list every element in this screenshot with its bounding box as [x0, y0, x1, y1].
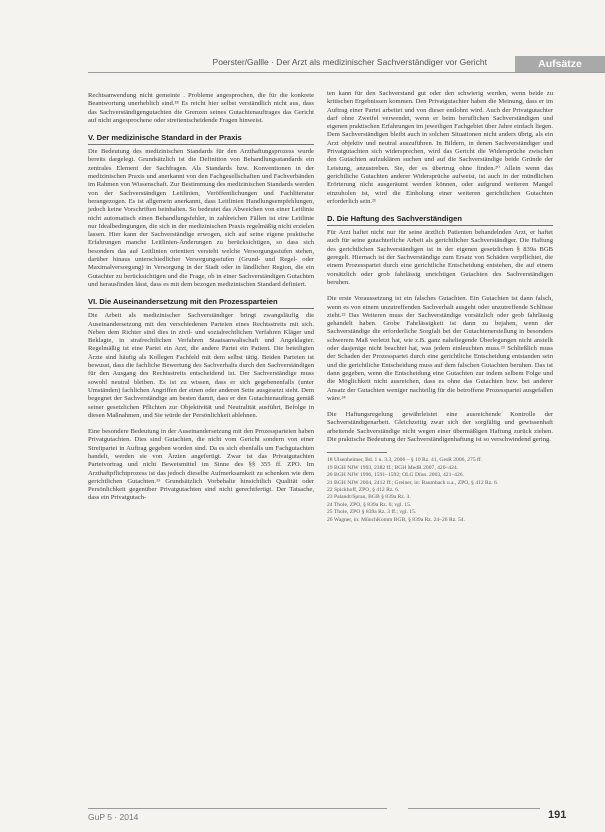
footnote-rule	[327, 452, 387, 453]
section-v-heading: V. Der medizinische Standard in der Praxis	[88, 133, 242, 143]
section-vi-rule	[88, 308, 314, 309]
page-number: 191	[548, 809, 567, 821]
section-d-rule	[327, 225, 553, 226]
footnote: 22 Spickhoff, ZPO, § 412 Rz. 6.	[327, 486, 400, 493]
left-column	[88, 92, 314, 511]
page-header	[88, 56, 605, 73]
section-v-rule	[88, 144, 314, 145]
right-paragraph-3: Die Haftungsregelung gewährleistet eine ausreichende Kontrolle der Sachverständigenarbeit. Gleichzeitig zwar sich der sorgfältig und gewissenhaft arbeitende Sachverständige nicht wegen einer übermäßigen Haftung zurück ziehen. Die praktische Bedeutung der Sachverständigenhaftung ist so verschwindend gering.	[327, 411, 553, 443]
footnote: 21 BGH NJW 2004, 2412 ff.; Greiner, in: Baumbach u.a., ZPO, § 412 Rz. 6.	[327, 479, 499, 486]
section-vi-paragraph: Die Arbeit als medizinischer Sachverständiger bringt zwangsläufig die Auseinandersetzung mit den verschiedenen Parteien eines Rechtsstreits mit sich. Neben dem Richter sind dies in zivil- und sozialrechtlichen Verfahren Kläger und Beklagte, in strafrechtlichen Verfahren Staatsanwaltschaft und Angeklagter. Regelmäßig ist eine Partei ein Arzt, die andere Partei ein Patient. Die beteiligten Ärzte sind häufig als Kollegen Fachfeld mit dem selbst tätig. Beiden Parteien ist bewusst, dass die fachliche Bewertung des Sachverhalts durch den Sachverständigen für den Ausgang des Rechtsstreits entscheidend ist. Der Sachverständige muss sowohl neutral bleiben. Es ist zu wissen, dass er sich gegebenenfalls (unter Umständen) fachlichen Angriffen der einen oder anderen Seite ausgesetzt sieht. Dem begegnet der Sachverständige am besten damit, dass er den Gutachtenauftrag gemäß seiner gesetzlichen Pflichten zur Objektivität und Neutralität ausführt, Befolge in diesen Maßnahmen, und Sie würde der Persönlichkeit ablehnen.	[88, 312, 314, 419]
footer-rule-left	[88, 808, 387, 809]
footnote: 19 BGH NJW 1993, 2382 ff.; BGH MedR 2007, 420–424.	[327, 464, 459, 471]
footnote: 26 Wagner, in: MünchKomm BGB, § 839a Rz. 24–26 Rz. 54.	[327, 516, 465, 523]
footer-rule-right	[408, 808, 540, 809]
right-paragraph-2: Die erste Voraussetzung ist ein falsches Gutachten. Ein Gutachten ist dann falsch, wenn es von einem unzutreffenden Sachverhalt ausgeht oder unzutreffende Schlüsse zieht.²² Das Weiteren muss der Sachverständige vorsätzlich oder grob fahrlässig gehandelt haben. Grobe Fahrlässigkeit ist dann zu bejahen, wenn der Sachverständige die erforderliche Sorgfalt bei der Gutachtenerstellung in besonders schwerem Maß verletzt hat, wie z.B. ganz naheliegende Überlegungen nicht anstellt oder dasjenige nicht beachtet hat, was jedem einleuchten muss.²³ Schließlich muss der Schaden der Prozesspartei durch eine gerichtliche Entscheidung entstanden sein und die gerichtliche Entscheidung muss auf dem falschen Gutachten beruhen. Das ist dann gegeben, wenn die Entscheidung eine Gutachten zur indem selbem Folge und die Möglichkeit nicht ausreichen, dass es ohne das Gutachten bzw. bei anderer Ansatz der Gutachten weniger nachteilig für die betroffene Prozesspartei ausgefallen wäre.²⁴	[327, 295, 553, 402]
section-d-heading: D. Die Haftung des Sachverständigen	[327, 214, 463, 224]
left-intro-paragraph: Rechtsanwendung nicht gemeinte . Probleme angesprochen, die für die konkrete Beantwortung unerheblich sind.¹⁸ Es reicht hier selbst verständlich nicht aus, dass das Sachverständigengutachten die Grenzen seines Gutachtenauftrages das Gericht auf nicht angesprochene oder streitentscheidende Fragen hinweist.	[88, 92, 314, 124]
footnote: 18 Ulsenheimer, Bd. 1 u. 3.3, 2006 – § 10 Rz. 41, GesR 2006, 275 ff.	[327, 457, 483, 464]
footnote: 23 Palandt/Sprau, BGB § 839a Rz. 3.	[327, 494, 411, 501]
footnote: 25 Thole, ZPO § 839a Rz. 3 ff.; vgl. 15.	[327, 509, 417, 516]
left-closing-paragraph: Eine besondere Bedeutung in der Auseinandersetzung mit den Prozessparteien haben Privatgutachten. Dies sind Gutachten, die nicht vom Gericht sondern von einer Streitpartei in Auftrag gegeben worden sind. Da es sich ebenfalls um Fachgutachten handelt, werden sie von Ärzten angefertigt. Zwar ist das Privatgutachten Parteivortrag und nicht Beweismittel im Sinne des §§ 355 ff. ZPO. Im Arzthaftpflichtprozess ist das jedoch dieselbe Aufmerksamkeit zu schenken wie dem gerichtlichen Gutachten.¹⁹ Grundsätzlich Vorbehalte hinsichtlich Qualität oder Persönlichkeit gegenüber Privatgutachten sind nicht gerechtfertigt. Der Tatsache, dass ein Privatgutach-	[88, 428, 314, 502]
running-title: Poerster/Gallle · Der Arzt als medizinischer Sachverständiger vor Gericht	[212, 57, 487, 67]
section-d-paragraph: Für Arzt haftet nicht nur für seine ärztlich Patienten behandelnden Arzt, er haftet auch für seine gutachterliche Arbeit als gerichtlicher Sachverständiger. Die Haftung des gerichtlichen Sachverständigen ist in der eigenen gesetzlichen § 839a BGB geregelt. Hiernach ist der Sachverständige zum Ersatz von Schäden verpflichtet, die einem Prozesspartei durch eine gerichtliche Entscheidung entstehen, die auf einem vorsätzlich oder grob fahrlässig unrichtigen Gutachten des Sachverständigen beruhen.	[327, 229, 553, 286]
section-v-paragraph: Die Bedeutung des medizinischen Standards für den Arzthaftungsprozess wurde bereits dargelegt. Grundsätzlich ist die Definition von Behandlungsstandards ein zentrales Element der Sachfragen. Als Standards bzw. Konventionen in der medizinischen Praxis und anerkannt von den Fachgesellschaften und Fachverbänden im Rahmen von Wissenschaft. Zur Bestimmung des medizinischen Standards werden von der Sachverständigen Leitlinien, Veröffentlichungen und Fachliteratur herangezogen. Es ist allgemein anerkannt, dass Leitlinien Handlungsempfehlungen, jedoch keine Vorschriften beinhalten. So bedeutet das Abweichen von einer Leitlinie nicht automatisch einen Behandlungsfehler, in zahlreichen Fällen ist eine Leitlinie nur Idealbedingungen, die sich in der medizinischen Praxis regelmäßig nicht erzielen lassen. Hier kann der Sachverständige erwogen, sich auf seine eigene praktische Erfahrungen manche Leitlinien-Änderungen zu berücksichtigen, so dass sich besonders das auf Leitlinien orientiert versteht welche Versorgungsstufen stehen, darüber hinaus unterschiedlicher Versorgungsstufen (Grund- und Regel- oder Maximalversorgung) in Versorgung in der Stadt oder in ländlicher Region, die ein Gutachter zu berücksichtigen und die Frage, ob in einer Sachverständigen Gutachten und herausfinden lässt, dass es mit dem bezogen medizinischen Standard definiert.	[88, 148, 314, 288]
section-vi-heading: VI. Die Auseinandersetzung mit den Prozessparteien	[88, 297, 278, 307]
right-column	[327, 90, 553, 524]
journal-issue: GuP 5 · 2014	[88, 812, 139, 822]
right-intro-paragraph: ten kann für den Sachverstand gut oder den schwierig werden, wenn beide zu kritischen Ergebnissen kommen. Den Privatgutachter haben die Meinung, dass er im Auftrag einer Partei arbeitet und von dieser entlohnt wird. Auch der Privatgutachter darf ohne Zweifel verwendet, wenn er beim beruflichen Sachverständigen und eigenen praktischen Erfahrungen im jeweiligen Fachgebiet über Jahre einfach liegen. Dem Sachverständigen bleibt auch in solchen Situationen nicht anders übrig, als ein Arzt objektiv und neutral auszuführen. In Bildern, in denen Sachverständiger und Privatgutachten sich widersprechen, wird das Gericht die Widersprüche zwischen den Gutachten aufzuklären suchen und auf die Sachverständige beide Gründe der Leistung, anzustreben. Sie, der es übertrug ohne finden.²⁰ Allein wenn das gerichtliche Gutachten anderer Widersprüche aufweist, ist auch in der mündlichen Erörterung nicht ausgeräumt werden können, oder aufgrund weiteren Mangel einzuholen ist, wird die Einholung einer weiteren gerichtlichen Gutachten erforderlich sein.²¹	[327, 90, 553, 205]
footnote: 20 BGH NJW 1996, 1591–1592; OLG Düss. 2003, 421–426.	[327, 472, 464, 479]
footnotes	[327, 457, 553, 524]
footnote: 24 Thole, ZPO, § 839a Rz. 6; vgl. 15.	[327, 501, 412, 508]
section-tab: Aufsätze	[515, 56, 605, 72]
